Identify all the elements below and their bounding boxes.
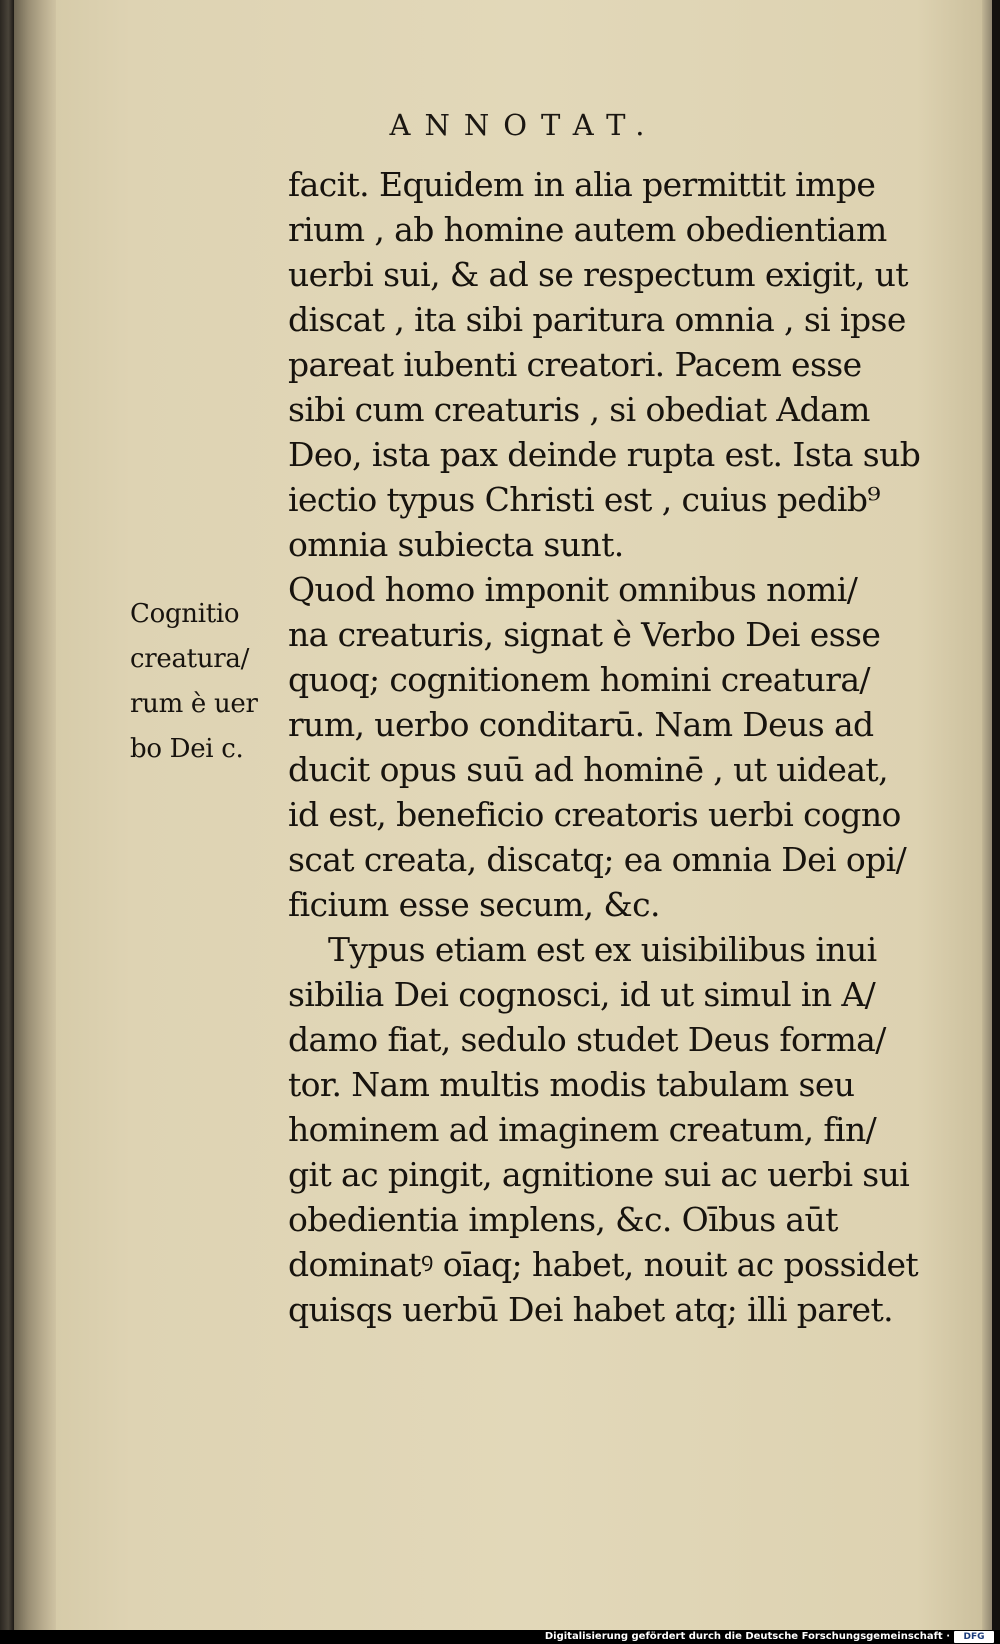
text-line: damo fiat, sedulo studet Deus forma/ (288, 1020, 886, 1059)
text-line: Quod homo imponit omnibus nomi/ (288, 570, 858, 609)
book-spine-gutter (14, 0, 56, 1630)
margin-note-line: bo Dei c. (130, 734, 244, 764)
text-line: id est, beneficio creatoris uerbi cogno (288, 795, 901, 834)
margin-note-line: creatura/ (130, 644, 250, 674)
page-sheet (56, 0, 992, 1630)
text-line: pareat iubenti creatori. Pacem esse (288, 345, 862, 384)
body-text (288, 162, 988, 1332)
text-line: iectio typus Christi est , cuius pedib⁹ (288, 480, 880, 519)
text-line: ducit opus suū ad hominē , ut uideat, (288, 750, 888, 789)
book-cover-edge (0, 0, 14, 1630)
text-line: dominatꝰ oīaq; habet, nouit ac possidet (288, 1245, 919, 1284)
scan-background-edge (992, 0, 1000, 1630)
margin-note-line: rum è uer (130, 689, 258, 719)
text-line: scat creata, discatq; ea omnia Dei opi/ (288, 840, 907, 879)
running-header: ANNOTAT. (389, 108, 659, 142)
dfg-logo: DFG (954, 1631, 994, 1643)
footer-credit: Digitalisierung gefördert durch die Deutsche Forschungsgemeinschaft · (544, 1631, 950, 1642)
text-line: tor. Nam multis modis tabulam seu (288, 1065, 855, 1104)
text-line: Deo, ista pax deinde rupta est. Ista sub (288, 435, 921, 474)
text-line: ficium esse secum, &c. (288, 885, 660, 924)
text-line: facit. Equidem in alia permittit impe (288, 165, 876, 204)
text-line: quisqs uerbū Dei habet atq; illi paret. (288, 1290, 894, 1329)
text-line: na creaturis, signat è Verbo Dei esse (288, 615, 881, 654)
text-line: obedientia implens, &c. Oībus aūt (288, 1200, 838, 1239)
text-line: rum, uerbo conditarū. Nam Deus ad (288, 705, 874, 744)
margin-note-line: Cognitio (130, 599, 240, 629)
text-line: rium , ab homine autem obedientiam (288, 210, 887, 249)
digitization-footer (0, 1630, 1000, 1644)
text-line: sibilia Dei cognosci, id ut simul in A/ (288, 975, 876, 1014)
text-line: hominem ad imaginem creatum, fin/ (288, 1110, 877, 1149)
text-line: omnia subiecta sunt. (288, 525, 624, 564)
text-line: sibi cum creaturis , si obediat Adam (288, 390, 870, 429)
text-line: discat , ita sibi paritura omnia , si ipse (288, 300, 906, 339)
text-line: quoq; cognitionem homini creatura/ (288, 660, 870, 699)
text-line: Typus etiam est ex uisibilibus inui (328, 930, 877, 969)
text-line: git ac pingit, agnitione sui ac uerbi sui (288, 1155, 910, 1194)
text-line: uerbi sui, & ad se respectum exigit, ut (288, 255, 908, 294)
